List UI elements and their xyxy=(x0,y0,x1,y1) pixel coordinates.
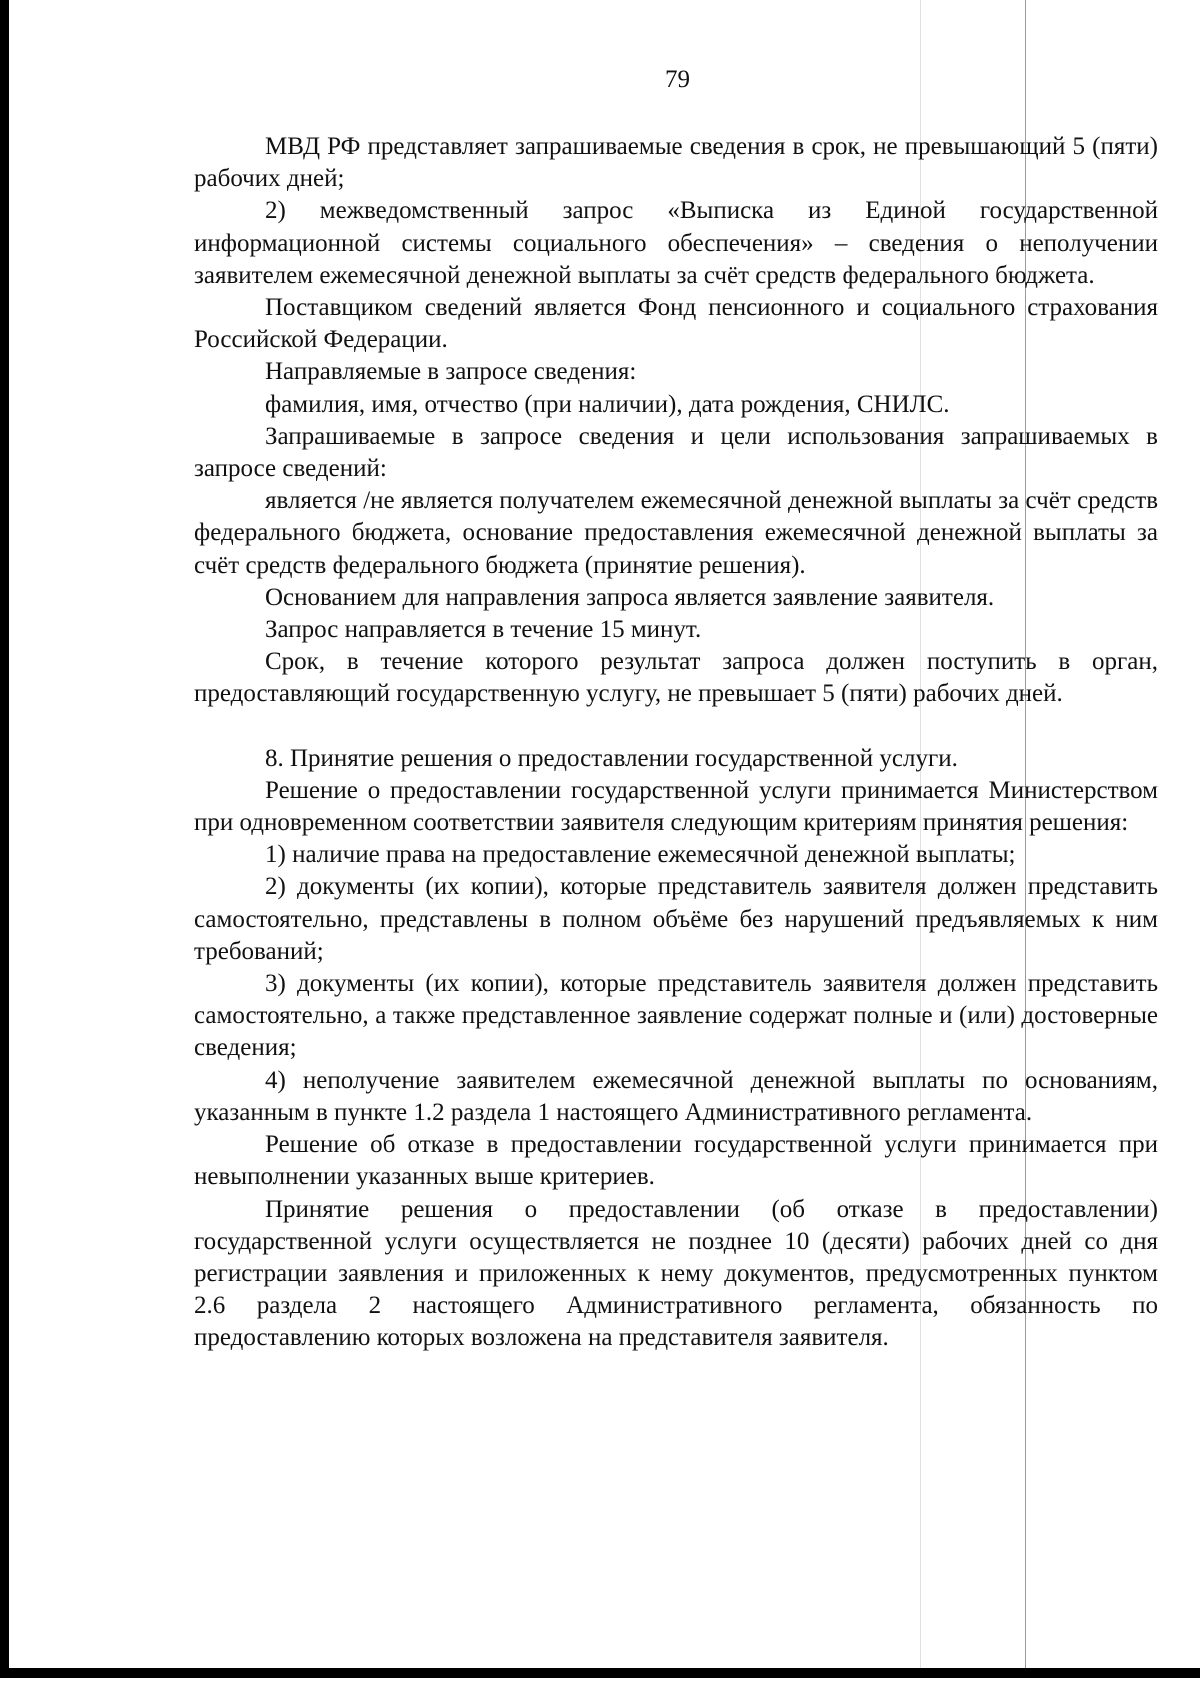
paragraph: Основанием для направления запроса является заявление заявителя. xyxy=(265,583,995,611)
paragraph: 1) наличие права на предоставление ежемесячной денежной выплаты; xyxy=(265,841,1016,869)
paragraph: 3) документы (их копии), которые представитель заявителя должен представить самостоятельно, а также представленное заявление содержат полные и (или) достоверные сведения; xyxy=(194,970,1158,1062)
paragraph: МВД РФ представляет запрашиваемые сведения в срок, не превышающий 5 (пяти) рабочих дней; xyxy=(194,133,1158,193)
paragraph: Принятие решения о предоставлении (об отказе в предоставлении) государственной услуги осуществляется не позднее 10 (десяти) рабочих дней со дня регистрации заявления и приложенных к нему документов, предусмотренных пунктом 2.6 раздела 2 настоящего Административного регламента, обязанность по предоставлению которых возложена на представителя заявителя. xyxy=(194,1195,1158,1352)
scan-border-bottom xyxy=(0,1668,1200,1678)
document-body xyxy=(194,131,1158,1355)
paragraph: 2) межведомственный запрос «Выписка из Единой государственной информационной системы социального обеспечения» – сведения о неполучении заявителем ежемесячной денежной выплаты за счёт средств федерального бюджета. xyxy=(194,197,1158,289)
scan-border-left xyxy=(0,0,9,1678)
section-heading: 8. Принятие решения о предоставлении государственной услуги. xyxy=(265,744,958,772)
paragraph: Решение об отказе в предоставлении государственной услуги принимается при невыполнении указанных выше критериев. xyxy=(194,1131,1158,1191)
paragraph: Поставщиком сведений является Фонд пенсионного и социального страхования Российской Федерации. xyxy=(194,294,1158,354)
paragraph: Запрос направляется в течение 15 минут. xyxy=(265,616,702,644)
paragraph: является /не является получателем ежемесячной денежной выплаты за счёт средств федерального бюджета, основание предоставления ежемесячной денежной выплаты за счёт средств федерального бюджета (принятие решения). xyxy=(194,487,1158,579)
paragraph: Решение о предоставлении государственной услуги принимается Министерством при одновременном соответствии заявителя следующим критериям принятия решения: xyxy=(194,776,1158,837)
paragraph: Срок, в течение которого результат запроса должен поступить в орган, предоставляющий государственную услугу, не превышает 5 (пяти) рабочих дней. xyxy=(194,648,1158,708)
paragraph: фамилия, имя, отчество (при наличии), дата рождения, СНИЛС. xyxy=(265,390,950,418)
page-number: 79 xyxy=(665,66,690,93)
paragraph: Запрашиваемые в запросе сведения и цели использования запрашиваемых в запросе сведений: xyxy=(194,422,1158,483)
paragraph: Направляемые в запросе сведения: xyxy=(265,358,637,386)
paragraph: 2) документы (их копии), которые представитель заявителя должен представить самостоятельно, представлены в полном объёме без нарушений предъявляемых к ним требований; xyxy=(194,873,1158,965)
paragraph: 4) неполучение заявителем ежемесячной денежной выплаты по основаниям, указанным в пункте 1.2 раздела 1 настоящего Административного регламента. xyxy=(194,1066,1158,1126)
